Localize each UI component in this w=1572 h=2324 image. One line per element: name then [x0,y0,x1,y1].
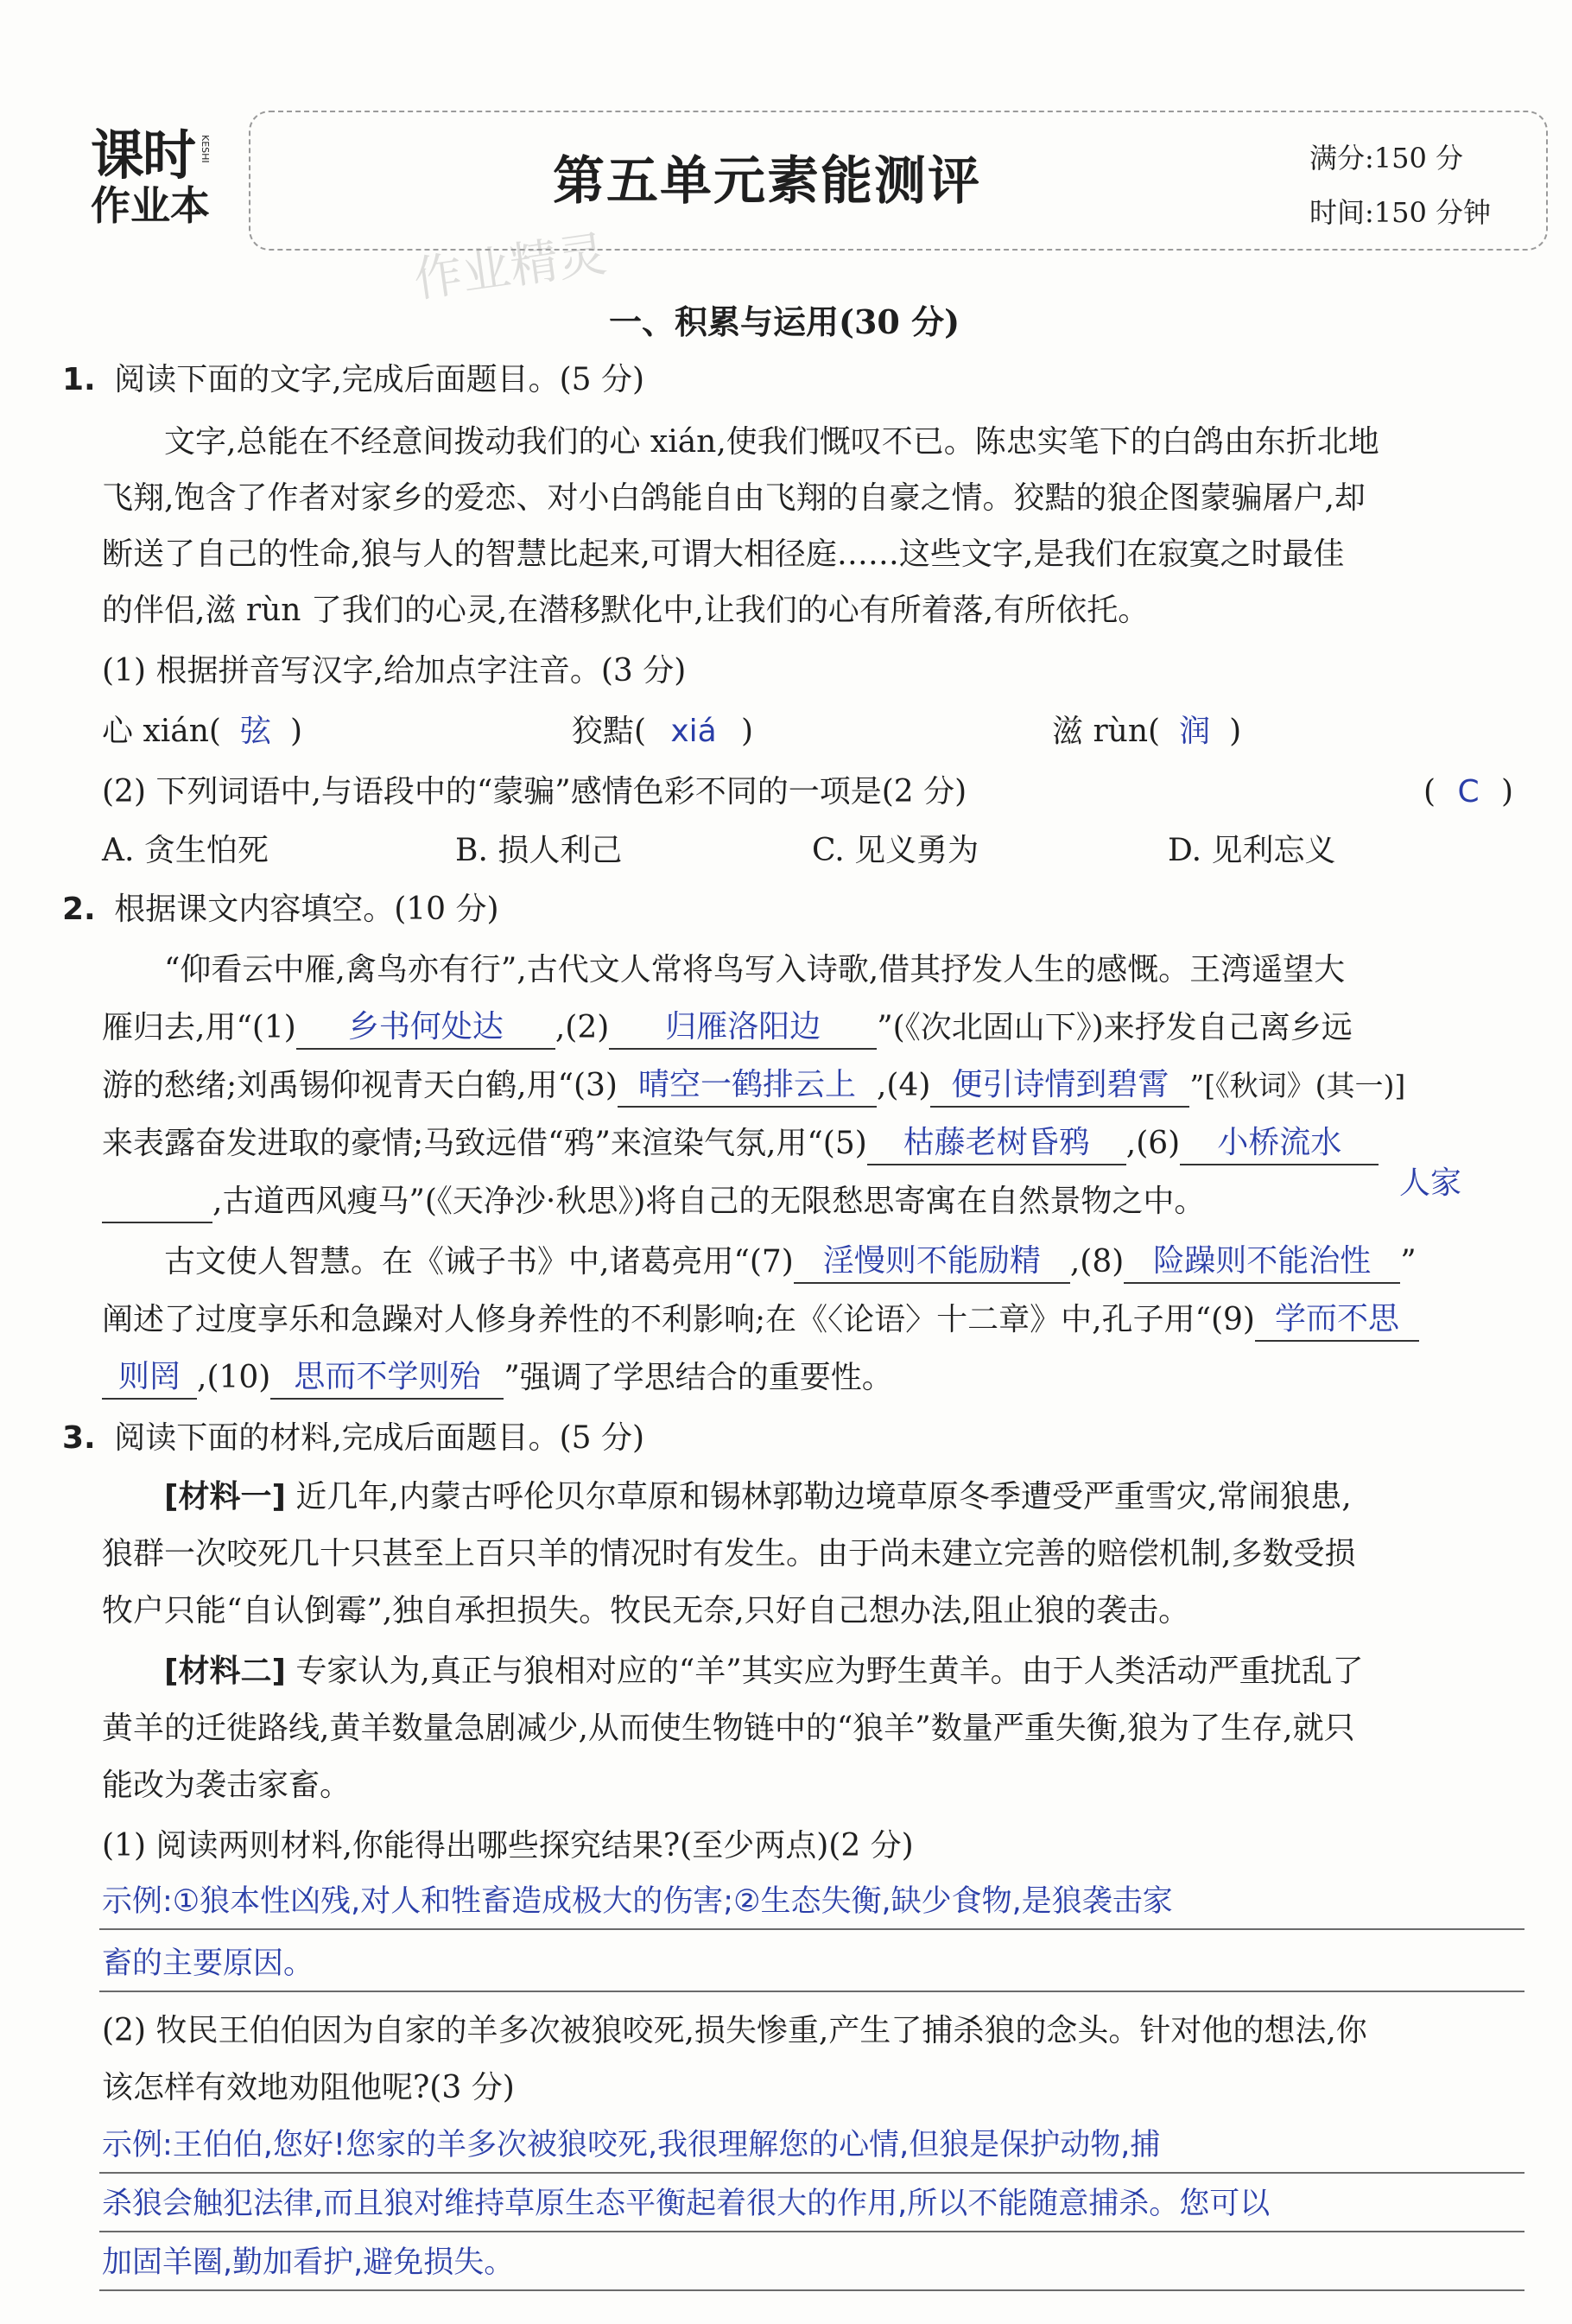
blank-2: 归雁洛阳边 [609,1006,877,1050]
logo-line2: 作业本 [91,182,210,229]
q1-sub2: (2) 下列词语中,与语段中的“蒙骗”感情色彩不同的一项是(2 分) [102,774,967,810]
item-b-close: ) [741,714,754,749]
q1-item-c [1052,710,1241,753]
blank-6b: 人家 [1399,1165,1462,1201]
item-a-answer: 弦 [239,714,271,749]
logo-small-text: KESHI [200,135,211,163]
q1-sub1: (1) 根据拼音写汉字,给加点字注音。(3 分) [102,653,687,689]
blank-5: 枯藤老树昏鸦 [867,1122,1126,1165]
item-a-close: ) [289,714,303,749]
q2-text: ” [1400,1244,1417,1279]
q3-material2-line: 能改为袭击家畜。 [102,1768,352,1803]
q2-text: 雁归去,用“(1) [102,1010,296,1045]
q2-line3 [102,1064,1405,1108]
item-a-prefix: 心 xián( [102,714,221,749]
q2-line1: “仰看云中雁,禽鸟亦有行”,古代文人常将鸟写入诗歌,借其抒发人生的感慨。王湾遥望大 [164,952,1346,987]
blank-4: 便引诗情到碧霄 [930,1064,1189,1108]
q2-text: 游的愁绪;刘禹锡仰视青天白鹤,用“(3) [102,1068,618,1103]
material2-label: [材料二] [164,1654,286,1689]
item-b-prefix: 狡黠( [572,714,647,749]
q2-line6 [164,1241,1417,1284]
q2-text: ,(2) [555,1010,610,1045]
item-b-answer: xiá [670,714,717,749]
q2-number: 2. [62,892,96,927]
item-c-prefix: 滋 rùn( [1052,714,1161,749]
answer-rule [99,1991,1524,1992]
q2-stem [62,888,499,931]
q2-line4 [102,1122,1379,1165]
answer-rule [99,1928,1524,1930]
q2-text: ”强调了学思结合的重要性。 [504,1360,893,1395]
logo [91,124,225,232]
blank-9a: 学而不思 [1255,1299,1419,1342]
q2-text: 古文使人智慧。在《诫子书》中,诸葛亮用“(7) [164,1244,794,1279]
q2-text: ,(6) [1125,1126,1181,1161]
q1-item-b [572,710,753,753]
q3-material2-line: 黄羊的迁徙路线,黄羊数量急剧减少,从而使生物链中的“狼羊”数量严重失衡,狼为了生存,就只 [102,1711,1355,1746]
time-limit: 时间:150 分钟 [1309,196,1492,229]
item-c-answer: 润 [1179,714,1211,749]
blank-7: 淫慢则不能励精 [794,1241,1070,1284]
q3-sub1: (1) 阅读两则材料,你能得出哪些探究结果?(至少两点)(2 分) [102,1828,914,1864]
q3-material1-line: 狼群一次咬死几十只甚至上百只羊的情况时有发生。由于尚未建立完善的赔偿机制,多数受损 [102,1536,1356,1572]
q1-sub2-answer-box [1423,771,1513,814]
q1-passage-line: 的伴侣,滋 rùn 了我们的心灵,在潜移默化中,让我们的心有所着落,有所依托。 [102,593,1150,628]
q3-answer1-line: 畜的主要原因。 [102,1946,314,1981]
blank-1: 乡书何处达 [296,1006,555,1050]
material2-text: 专家认为,真正与狼相对应的“羊”其实应为野生黄羊。由于人类活动严重扰乱了 [295,1654,1364,1689]
q2-text: 阐述了过度享乐和急躁对人修身养性的不利影响;在《〈论语〉十二章》中,孔子用“(9) [102,1302,1255,1337]
blank-9b: 则罔 [102,1356,197,1400]
q1-option: A. 贪生怕死 [102,833,269,868]
q2-text: ,(8) [1069,1244,1125,1279]
answer-rule [99,2231,1524,2232]
q1-option: B. 损人利己 [455,833,623,868]
blank-10: 思而不学则殆 [270,1356,504,1400]
q2-line2 [102,1006,1353,1050]
answer-rule [99,2172,1524,2174]
material1-label: [材料一] [164,1479,286,1514]
q1-passage-line: 断送了自己的性命,狼与人的智慧比起来,可谓大相径庭……这些文字,是我们在寂寞之时最佳 [102,537,1345,572]
q1-option: D. 见利忘义 [1168,833,1336,868]
q3-stem [62,1417,644,1460]
blank-6a: 小桥流水 [1180,1122,1379,1165]
q2-line8 [102,1356,893,1400]
q2-line7 [102,1299,1419,1342]
sub2-open: ( [1423,774,1436,810]
q2-stem-text: 根据课文内容填空。(10 分) [114,892,499,927]
q1-passage-line: 文字,总能在不经意间拨动我们的心 xián,使我们慨叹不已。陈忠实笔下的白鸽由东折北地 [164,424,1379,460]
q1-item-a [102,710,302,753]
q3-answer2-line: 加固羊圈,勤加看护,避免损失。 [102,2245,515,2280]
blank-6-line [102,1180,212,1223]
q2-text: ,(4) [876,1068,931,1103]
watermark: 作业精灵 [410,225,611,309]
material1-text: 近几年,内蒙古呼伦贝尔草原和锡林郭勒边境草原冬季遭受严重雪灾,常闹狼患, [295,1479,1352,1514]
q2-line5 [102,1180,1205,1223]
q1-passage-line: 飞翔,饱含了作者对家乡的爱恋、对小白鸽能自由飞翔的自豪之情。狡黠的狼企图蒙骗屠户,却 [102,480,1366,516]
q2-text: 来表露奋发进取的豪情;马致远借“鸦”来渲染气氛,用“(5) [102,1126,867,1161]
q2-text: ”[《秋词》(其一)] [1189,1069,1406,1102]
blank-8: 险躁则不能治性 [1124,1241,1400,1284]
answer-rule [99,2289,1524,2291]
q3-answer2-line: 杀狼会触犯法律,而且狼对维持草原生态平衡起着很大的作用,所以不能随意捕杀。您可以 [102,2187,1271,2221]
q3-sub2-line: (2) 牧民王伯伯因为自家的羊多次被狼咬死,损失惨重,产生了捕杀狼的念头。针对他的想法,你 [102,2013,1367,2048]
q3-number: 3. [62,1420,96,1456]
logo-line1: 课时 [91,124,195,187]
q3-material1-line: 牧户只能“自认倒霉”,独自承担损失。牧民无奈,只好自己想办法,阻止狼的袭击。 [102,1593,1190,1629]
q3-sub2-line: 该怎样有效地劝阻他呢?(3 分) [102,2070,515,2105]
q1-stem [62,359,644,402]
page-title: 第五单元素能测评 [553,151,981,212]
full-score: 满分:150 分 [1309,142,1464,175]
q1-option: C. 见义勇为 [812,833,979,868]
q3-material1-line [164,1476,1352,1519]
blank-3: 晴空一鹤排云上 [618,1064,877,1108]
q2-text: ,古道西风瘦马”(《天净沙·秋思》)将自己的无限愁思寄寓在自然景物之中。 [212,1184,1206,1219]
q1-stem-text: 阅读下面的文字,完成后面题目。(5 分) [114,362,645,397]
sub2-close: ) [1501,774,1514,810]
q2-text: ”(《次北固山下》)来抒发自己离乡远 [877,1010,1353,1045]
section-title: 一、积累与运用(30 分) [609,302,960,341]
q2-text: ,(10) [197,1360,271,1395]
q3-stem-text: 阅读下面的材料,完成后面题目。(5 分) [114,1420,645,1456]
item-c-close: ) [1229,714,1242,749]
q3-answer1-line: 示例:①狼本性凶残,对人和牲畜造成极大的伤害;②生态失衡,缺少食物,是狼袭击家 [102,1884,1173,1919]
sub2-answer: C [1457,774,1480,810]
q3-material2-line [164,1650,1364,1693]
q1-number: 1. [62,362,96,397]
q3-answer2-line: 示例:王伯伯,您好!您家的羊多次被狼咬死,我很理解您的心情,但狼是保护动物,捕 [102,2128,1161,2162]
